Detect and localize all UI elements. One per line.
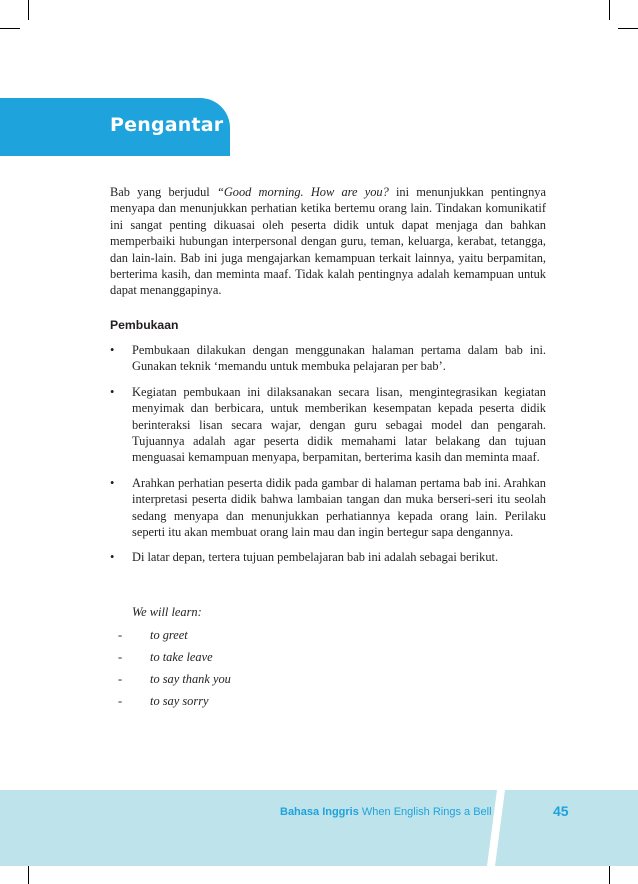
list-item <box>118 672 231 694</box>
footer-band-left <box>0 790 497 866</box>
crop-mark <box>28 864 29 884</box>
footer-book-title-bold: Bahasa Inggris <box>280 806 359 818</box>
list-item-text: Arahkan perhatian peserta didik pada gambar di halaman pertama bab ini. Arahkan interpretasi peserta didik bahwa lambaian tangan dan muka berseri-seri itu seolah sedang menyapa dan menunjukkan perhatiannya kepada orang lain. Perilaku seperti itu akan membuat orang lain mau dan ingin bertegur sapa dengannya. <box>132 475 546 540</box>
dash-icon: - <box>118 672 123 686</box>
crop-mark <box>28 0 29 20</box>
crop-mark <box>618 28 638 29</box>
dash-icon: - <box>118 650 123 664</box>
page-title: Pengantar <box>110 114 224 136</box>
list-item <box>110 384 546 466</box>
list-item <box>110 342 546 375</box>
list-item-text: Pembukaan dilakukan dengan menggunakan halaman pertama dalam bab ini. Gunakan teknik ‘memandu untuk membuka pelajaran per bab’. <box>132 343 546 374</box>
learning-goals-list <box>118 628 231 716</box>
page-number: 45 <box>553 803 569 819</box>
list-item-text: Kegiatan pembukaan ini dilaksanakan secara lisan, mengintegrasikan kegiatan menyimak dan berbicara, untuk memberikan kesempatan kepada peserta didik berinteraksi lisan secara wajar, dengan guru sebagai model dan pengarah. Tujuannya adalah agar peserta didik memahami latar belakang dan tujuan menguasai kemampuan menyapa, berpamitan, berterima kasih dan meminta maaf. <box>132 384 546 465</box>
list-item <box>110 549 546 565</box>
list-item <box>110 475 546 541</box>
learning-goal: to say sorry <box>150 694 209 708</box>
footer-band-right <box>495 790 638 866</box>
learning-goals-heading: We will learn: <box>132 605 202 619</box>
footer-book-title <box>280 806 492 818</box>
learning-goal: to greet <box>150 628 188 642</box>
dash-icon: - <box>118 628 123 642</box>
bullet-icon: • <box>110 550 115 565</box>
bullet-icon: • <box>110 343 115 357</box>
list-item <box>118 650 231 672</box>
bullet-icon: • <box>110 475 115 490</box>
intro-text-start: Bab yang berjudul <box>110 185 217 199</box>
footer-band <box>0 790 638 866</box>
footer-book-subtitle: When English Rings a Bell <box>358 806 492 818</box>
list-item-text: Di latar depan, tertera tujuan pembelajaran bab ini adalah sebagai berikut. <box>132 550 499 565</box>
intro-text-rest: ini menunjukkan pentingnya menyapa dan menunjukkan perhatian ketika bertemu orang lain. Tindakan komunikatif ini sangat penting dikuasai oleh peserta didik untuk dapat menjaga dan bahkan memperbaiki hubungan interpersonal dengan guru, teman, keluarga, kerabat, tetangga, dan lain-lain. Bab ini juga mengajarkan kemampuan terkait lainnya, yaitu berpamitan, berterima kasih, dan meminta maaf. Tidak kalah pentingnya adalah kemampuan untuk dapat menanggapinya. <box>110 185 546 298</box>
section-heading-tab <box>0 98 230 156</box>
crop-mark <box>609 0 610 20</box>
list-item <box>118 628 231 650</box>
learning-goal: to take leave <box>150 650 213 664</box>
section-title: Pembukaan <box>110 318 179 332</box>
dash-icon: - <box>118 694 123 708</box>
learning-goal: to say thank you <box>150 672 231 686</box>
crop-mark <box>0 28 20 29</box>
bullet-list <box>110 342 546 575</box>
list-item <box>118 694 231 716</box>
intro-paragraph <box>110 184 546 299</box>
bullet-icon: • <box>110 384 115 399</box>
crop-mark <box>609 864 610 884</box>
chapter-title-quote: “Good morning. How are you? <box>216 185 389 199</box>
